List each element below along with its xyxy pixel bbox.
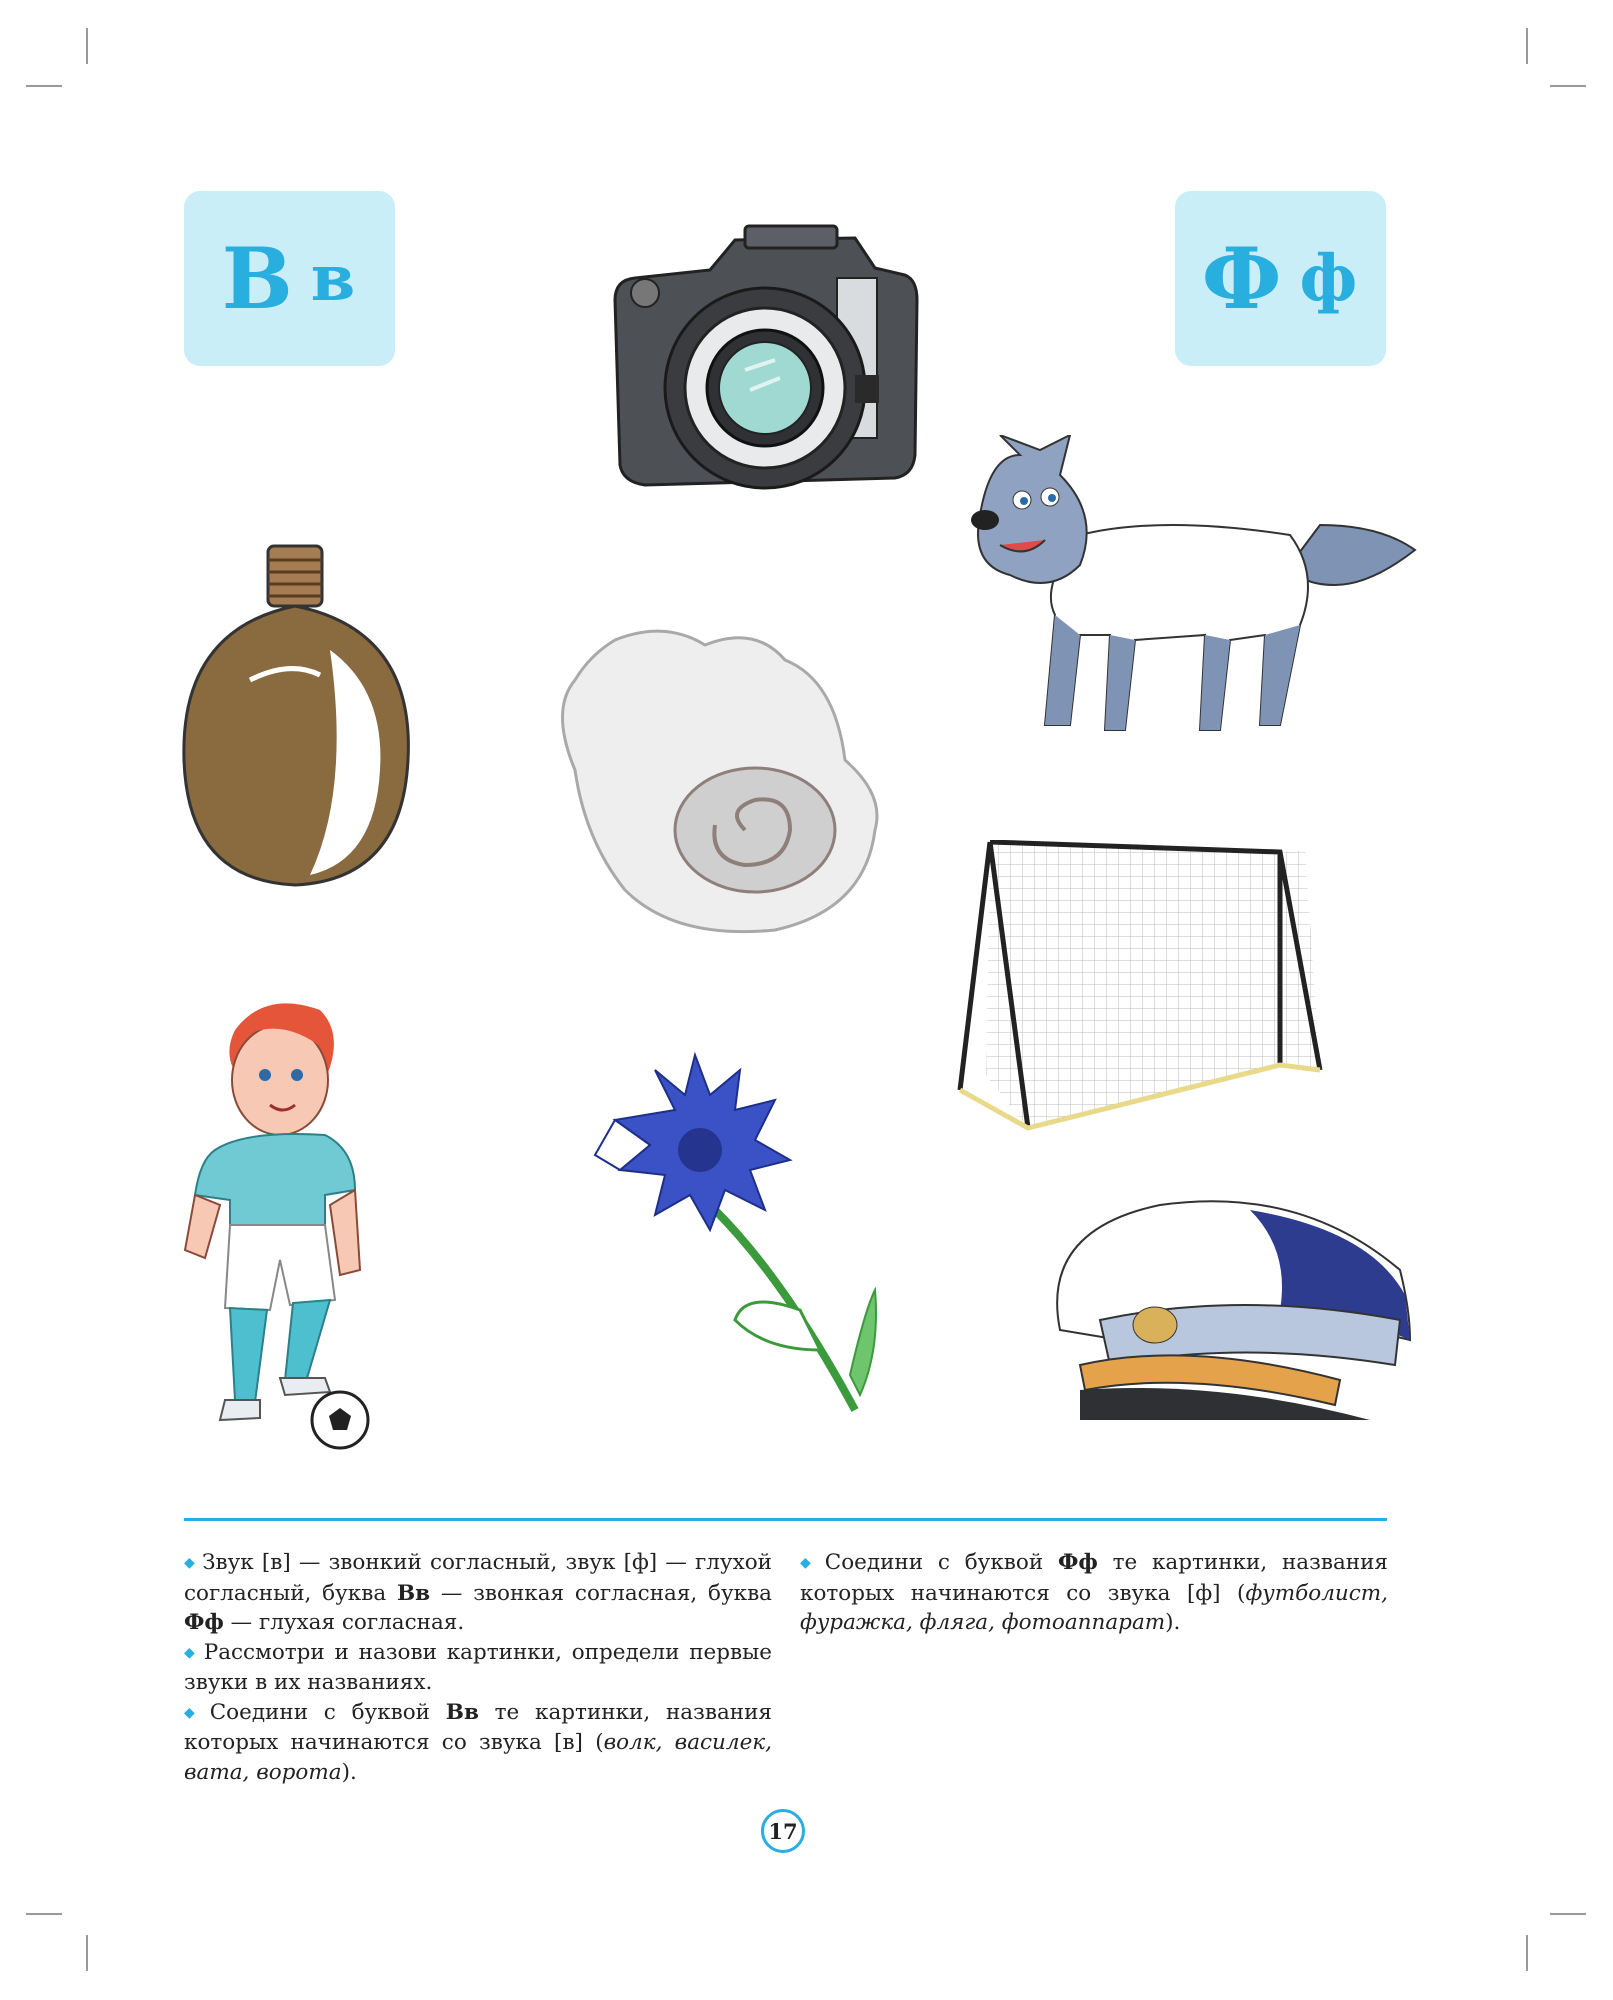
diamond-bullet-icon: ◆ bbox=[184, 1644, 198, 1661]
letter-v-upper: В bbox=[221, 229, 295, 328]
letter-v-lower: в bbox=[310, 241, 358, 316]
cornflower-icon[interactable] bbox=[575, 1050, 895, 1420]
letter-card-f[interactable] bbox=[1175, 191, 1386, 366]
diamond-bullet-icon: ◆ bbox=[800, 1555, 819, 1571]
goal-icon[interactable] bbox=[950, 840, 1330, 1140]
camera-icon[interactable] bbox=[605, 220, 925, 510]
instructions-right-column bbox=[800, 1548, 1388, 1638]
crop-mark bbox=[1550, 85, 1586, 87]
crop-mark bbox=[26, 85, 62, 87]
letter-f-upper: Ф bbox=[1201, 229, 1284, 328]
wolf-icon[interactable] bbox=[960, 435, 1420, 755]
page-number: 17 bbox=[761, 1809, 805, 1853]
boy-icon[interactable] bbox=[175, 990, 395, 1450]
crop-mark bbox=[26, 1913, 62, 1915]
flask-icon[interactable] bbox=[180, 540, 420, 890]
crop-mark bbox=[1526, 28, 1528, 64]
instructions-left-column bbox=[184, 1548, 772, 1787]
crop-mark bbox=[86, 1935, 88, 1971]
diamond-bullet-icon: ◆ bbox=[184, 1555, 197, 1571]
instruction-paragraph: ◆ Соедини с буквой Вв те картинки, названия которых начинаются со звука [в] (волк, василек, вата, ворота). bbox=[184, 1699, 772, 1785]
crop-mark bbox=[1550, 1913, 1586, 1915]
cap-icon[interactable] bbox=[1040, 1190, 1420, 1420]
divider-line bbox=[184, 1518, 1387, 1521]
letter-f-lower: ф bbox=[1299, 241, 1360, 316]
letter-card-v[interactable] bbox=[184, 191, 395, 366]
instruction-paragraph: ◆ Рассмотри и назови картинки, определи первые звуки в их названиях. bbox=[184, 1639, 772, 1695]
cotton-icon[interactable] bbox=[545, 620, 890, 940]
diamond-bullet-icon: ◆ bbox=[184, 1704, 204, 1721]
crop-mark bbox=[86, 28, 88, 64]
instruction-paragraph: ◆ Соедини с буквой Фф те картинки, названия которых начинаются со звука [ф] (футболист, фуражка, фляга, фотоаппарат). bbox=[800, 1550, 1388, 1635]
instruction-paragraph: ◆ Звук [в] — звонкий согласный, звук [ф] — глухой согласный, буква Вв — звонкая согласная, буква Фф — глухая согласная. bbox=[184, 1550, 773, 1635]
crop-mark bbox=[1526, 1935, 1528, 1971]
